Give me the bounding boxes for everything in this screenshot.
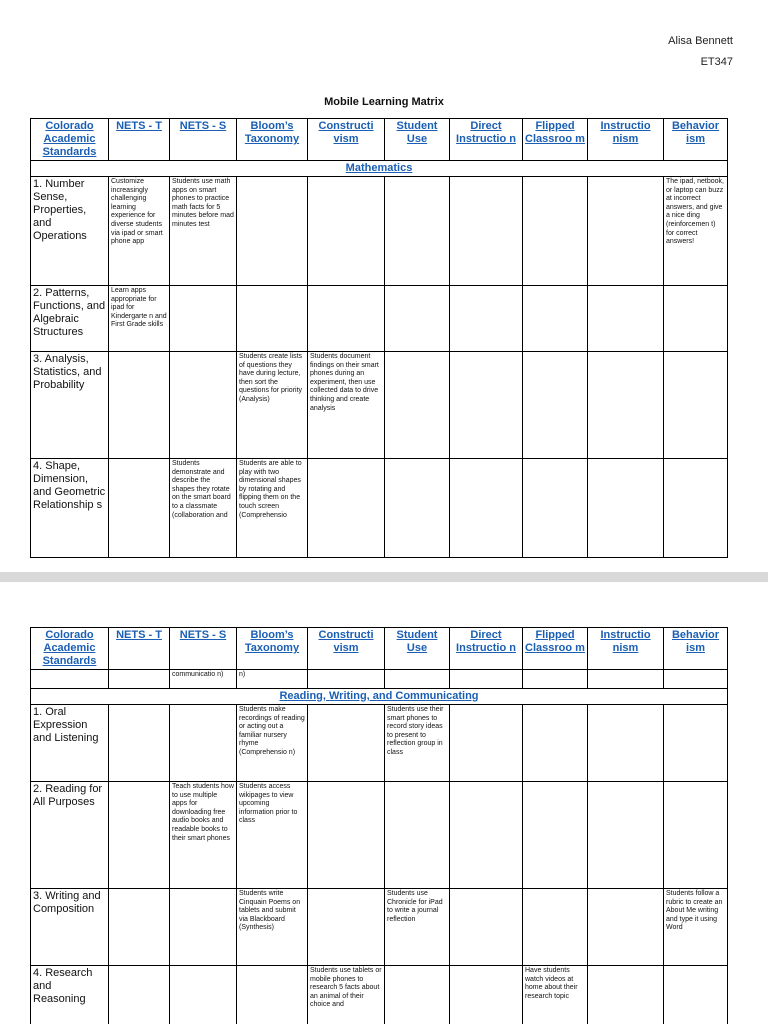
header-behaviorism[interactable] [664,119,728,161]
table-row [31,889,728,966]
table-cell [523,782,588,889]
author-name: Alisa Bennett [668,35,733,47]
table-cell: communicatio n) [170,670,237,689]
header-nets-s[interactable] [170,119,237,161]
table-cell [385,286,450,352]
table-cell [31,670,109,689]
table-cell: Students are able to play with two dimensional shapes by rotating and flipping them on the touch screen (Comprehensio [237,459,308,558]
table-cell [237,177,308,286]
header-nets-s[interactable] [170,628,237,670]
table-cell [450,177,523,286]
table-cell [523,705,588,782]
document-title: Mobile Learning Matrix [324,96,444,108]
table-cell [588,705,664,782]
table-cell [664,352,728,459]
standard-cell: 1. Oral Expression and Listening [31,705,109,782]
table-cell: Students use math apps on smart phones to practice math facts for 5 minutes before mad minutes test [170,177,237,286]
standard-cell: 4. Research and Reasoning [31,966,109,1024]
mobile-learning-matrix-table [30,118,728,558]
table-cell [109,889,170,966]
standard-cell: 2. Patterns, Functions, and Algebraic Structures [31,286,109,352]
section-row-reading-writing [31,689,728,705]
table-cell [664,966,728,1024]
mobile-learning-matrix-table-continued [30,627,728,1024]
header-label[interactable]: Bloom’s Taxonomy [244,120,300,145]
table-cell [588,286,664,352]
table-cell [588,782,664,889]
header-label[interactable]: Instructio nism [600,629,651,654]
table-cell: Students follow a rubric to create an About Me writing and type it using Word [664,889,728,966]
table-cell [523,352,588,459]
table-cell [664,459,728,558]
table-row [31,705,728,782]
header-label[interactable]: Instructio nism [600,120,651,145]
header-flipped-classroom[interactable] [523,628,588,670]
table-cell [385,670,450,689]
table-cell [109,459,170,558]
header-label[interactable]: Direct Instructio n [456,120,516,145]
standard-cell: 3. Writing and Composition [31,889,109,966]
header-colorado-academic-standards[interactable] [31,119,109,161]
table-cell [170,352,237,459]
table-cell [450,286,523,352]
table-cell [109,966,170,1024]
table-row [31,177,728,286]
table-cell [523,670,588,689]
header-label[interactable]: Student Use [396,629,438,654]
section-label[interactable]: Reading, Writing, and Communicating [279,690,479,702]
table-cell [109,670,170,689]
table-cell [385,352,450,459]
table-cell [450,670,523,689]
table-cell [170,889,237,966]
table-cell [450,352,523,459]
table-row [31,352,728,459]
standard-cell: 1. Number Sense, Properties, and Operations [31,177,109,286]
table-cell [450,966,523,1024]
header-row [31,628,728,670]
header-instructionism[interactable] [588,628,664,670]
table-cell: Students use their smart phones to record story ideas to present to reflection group in class [385,705,450,782]
section-row-mathematics [31,161,728,177]
table-cell [588,177,664,286]
table-cell: Students document findings on their smart phones during an experiment, then use collected data to drive thinking and create analysis [308,352,385,459]
table-cell [664,670,728,689]
table-cell: Students make recordings of reading or acting out a familiar nursery rhyme (Comprehensio n) [237,705,308,782]
header-flipped-classroom[interactable] [523,119,588,161]
table-cell [664,782,728,889]
table-cell [588,459,664,558]
header-label[interactable]: NETS - T [116,120,162,132]
table-cell [237,286,308,352]
table-cell [385,177,450,286]
header-nets-t[interactable] [109,628,170,670]
continued-row [31,670,728,689]
table-cell [109,782,170,889]
table-cell [308,782,385,889]
course-code: ET347 [700,56,733,68]
header-label[interactable]: Constructi vism [318,629,374,654]
header-label[interactable]: Flipped Classroo m [525,629,585,654]
table-cell [523,177,588,286]
table-cell [523,286,588,352]
table-cell: Students create lists of questions they have during lecture, then sort the questions for priority (Analysis) [237,352,308,459]
table-cell [170,286,237,352]
standard-cell: 4. Shape, Dimension, and Geometric Relationship s [31,459,109,558]
header-label[interactable]: Flipped Classroo m [525,120,585,145]
table-cell [385,459,450,558]
table-cell: Customize increasingly challenging learning experience for diverse students via ipad or smart phone app [109,177,170,286]
header-label[interactable]: Direct Instructio n [456,629,516,654]
table-cell: Students write Cinquain Poems on tablets and submit via Blackboard (Synthesis) [237,889,308,966]
header-constructivism[interactable] [308,628,385,670]
table-cell: Teach students how to use multiple apps for downloading free audio books and readable books to their smart phones [170,782,237,889]
table-cell [170,966,237,1024]
table-cell [308,286,385,352]
header-label[interactable]: NETS - S [179,629,227,641]
header-direct-instruction[interactable] [450,628,523,670]
header-label[interactable]: Behavior ism [671,629,720,654]
header-row [31,119,728,161]
section-title[interactable] [31,161,728,177]
table-cell [308,705,385,782]
header-direct-instruction[interactable] [450,119,523,161]
table-row [31,966,728,1024]
table-cell: Have students watch videos at home about their research topic [523,966,588,1024]
standard-cell: 3. Analysis, Statistics, and Probability [31,352,109,459]
table-cell: Students use Chronicle for iPad to write a journal reflection [385,889,450,966]
table-cell [109,352,170,459]
header-nets-t[interactable] [109,119,170,161]
table-cell [385,966,450,1024]
table-cell [450,782,523,889]
table-cell [523,889,588,966]
table-cell [588,670,664,689]
header-label[interactable]: Bloom’s Taxonomy [244,629,300,654]
header-blooms-taxonomy[interactable] [237,628,308,670]
table-cell [308,459,385,558]
table-cell [664,705,728,782]
section-label[interactable]: Mathematics [345,162,413,174]
table-cell: n) [237,670,308,689]
table-cell [450,459,523,558]
table-cell: Students access wikipages to view upcoming information prior to class [237,782,308,889]
table-cell [385,782,450,889]
table-cell [588,966,664,1024]
header-blooms-taxonomy[interactable] [237,119,308,161]
table-cell [588,352,664,459]
table-row [31,782,728,889]
header-instructionism[interactable] [588,119,664,161]
table-cell [664,286,728,352]
header-label[interactable]: Colorado Academic Standards [42,120,97,158]
header-label[interactable]: Student Use [396,120,438,145]
standard-cell: 2. Reading for All Purposes [31,782,109,889]
header-label[interactable]: Constructi vism [318,120,374,145]
table-cell: Learn apps appropriate for ipad for Kindergarte n and First Grade skills [109,286,170,352]
table-row [31,459,728,558]
header-label[interactable]: NETS - T [116,629,162,641]
table-cell: Students use tablets or mobile phones to research 5 facts about an animal of their choice and [308,966,385,1024]
header-label[interactable]: Colorado Academic Standards [42,629,97,667]
table-cell [588,889,664,966]
table-cell [308,177,385,286]
header-colorado-academic-standards[interactable] [31,628,109,670]
table-cell: The ipad, netbook, or laptop can buzz at incorrect answers, and give a nice ding (reinforcemen t) for correct answers! [664,177,728,286]
document-page-2 [0,582,768,1024]
table-cell [170,705,237,782]
header-constructivism[interactable] [308,119,385,161]
table-cell [450,705,523,782]
header-label[interactable]: NETS - S [179,120,227,132]
header-behaviorism[interactable] [664,628,728,670]
header-student-use[interactable] [385,119,450,161]
table-cell [523,459,588,558]
header-label[interactable]: Behavior ism [671,120,720,145]
table-cell [450,889,523,966]
table-row [31,286,728,352]
table-cell [308,889,385,966]
section-title[interactable] [31,689,728,705]
header-student-use[interactable] [385,628,450,670]
table-cell: Students demonstrate and describe the shapes they rotate on the smart board to a classmate (collaboration and [170,459,237,558]
table-cell [308,670,385,689]
table-cell [237,966,308,1024]
table-cell [109,705,170,782]
